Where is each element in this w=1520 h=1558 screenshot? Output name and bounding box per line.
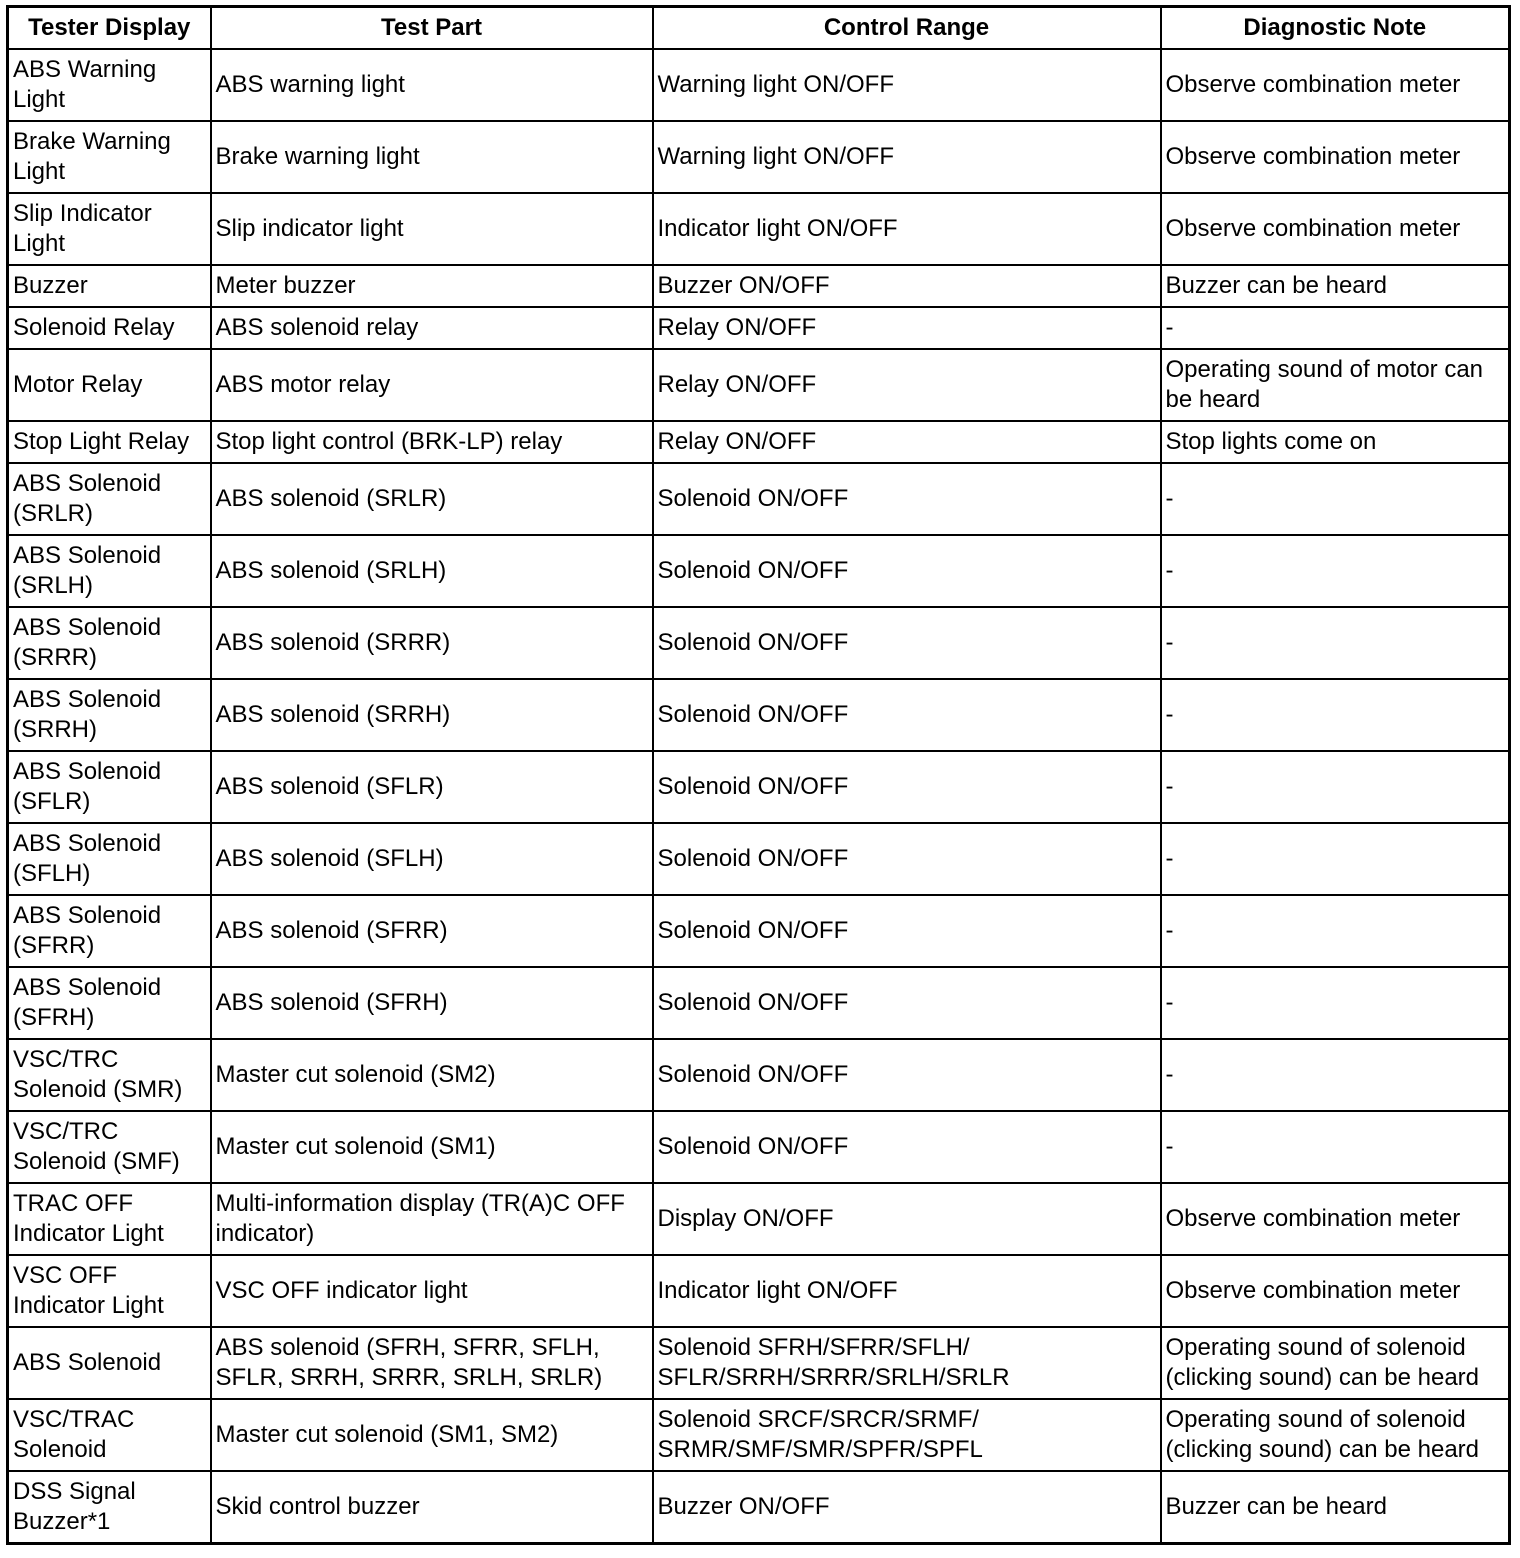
table-row — [8, 535, 1510, 607]
table-row — [8, 679, 1510, 751]
cell-tester-display: Motor Relay — [8, 349, 211, 421]
cell-control-range: Solenoid ON/OFF — [653, 535, 1161, 607]
cell-tester-display: Solenoid Relay — [8, 307, 211, 349]
table-row — [8, 751, 1510, 823]
table-row — [8, 967, 1510, 1039]
cell-diagnostic-note: - — [1161, 1039, 1510, 1111]
cell-test-part: ABS solenoid (SFRR) — [211, 895, 653, 967]
cell-diagnostic-note: - — [1161, 679, 1510, 751]
cell-diagnostic-note: Buzzer can be heard — [1161, 1471, 1510, 1544]
cell-test-part: ABS solenoid (SRRH) — [211, 679, 653, 751]
cell-diagnostic-note: Operating sound of solenoid (clicking sound) can be heard — [1161, 1327, 1510, 1399]
cell-control-range: Warning light ON/OFF — [653, 49, 1161, 121]
cell-diagnostic-note: - — [1161, 751, 1510, 823]
cell-test-part: ABS solenoid relay — [211, 307, 653, 349]
cell-diagnostic-note: Operating sound of motor can be heard — [1161, 349, 1510, 421]
cell-test-part: ABS solenoid (SFLR) — [211, 751, 653, 823]
table-row — [8, 193, 1510, 265]
table-row — [8, 463, 1510, 535]
cell-test-part: ABS solenoid (SRLR) — [211, 463, 653, 535]
table-row — [8, 49, 1510, 121]
cell-test-part: Brake warning light — [211, 121, 653, 193]
cell-control-range: Solenoid ON/OFF — [653, 823, 1161, 895]
cell-tester-display: ABS Solenoid (SRRH) — [8, 679, 211, 751]
cell-diagnostic-note: - — [1161, 463, 1510, 535]
cell-diagnostic-note: Operating sound of solenoid (clicking sound) can be heard — [1161, 1399, 1510, 1471]
table-row — [8, 1327, 1510, 1399]
cell-control-range: Solenoid ON/OFF — [653, 751, 1161, 823]
cell-control-range: Solenoid SFRH/SFRR/SFLH/ SFLR/SRRH/SRRR/SRLH/SRLR — [653, 1327, 1161, 1399]
cell-tester-display: VSC/TRAC Solenoid — [8, 1399, 211, 1471]
cell-test-part: ABS solenoid (SFRH) — [211, 967, 653, 1039]
cell-tester-display: VSC/TRC Solenoid (SMF) — [8, 1111, 211, 1183]
cell-control-range: Relay ON/OFF — [653, 307, 1161, 349]
cell-test-part: ABS warning light — [211, 49, 653, 121]
cell-tester-display: ABS Solenoid (SFLR) — [8, 751, 211, 823]
cell-test-part: Stop light control (BRK-LP) relay — [211, 421, 653, 463]
cell-diagnostic-note: Observe combination meter — [1161, 193, 1510, 265]
header-diagnostic-note: Diagnostic Note — [1161, 7, 1510, 50]
table-row — [8, 265, 1510, 307]
cell-control-range: Indicator light ON/OFF — [653, 1255, 1161, 1327]
cell-test-part: Multi-information display (TR(A)C OFF indicator) — [211, 1183, 653, 1255]
cell-test-part: ABS solenoid (SRRR) — [211, 607, 653, 679]
cell-control-range: Solenoid ON/OFF — [653, 967, 1161, 1039]
cell-tester-display: Stop Light Relay — [8, 421, 211, 463]
cell-diagnostic-note: Buzzer can be heard — [1161, 265, 1510, 307]
table-row — [8, 607, 1510, 679]
cell-test-part: ABS solenoid (SFRH, SFRR, SFLH, SFLR, SRRH, SRRR, SRLH, SRLR) — [211, 1327, 653, 1399]
cell-test-part: Master cut solenoid (SM1, SM2) — [211, 1399, 653, 1471]
table-row — [8, 1471, 1510, 1544]
table-row — [8, 121, 1510, 193]
cell-diagnostic-note: Stop lights come on — [1161, 421, 1510, 463]
cell-diagnostic-note: - — [1161, 967, 1510, 1039]
cell-tester-display: VSC/TRC Solenoid (SMR) — [8, 1039, 211, 1111]
active-test-table — [6, 5, 1511, 1545]
active-test-table-container — [6, 5, 1508, 1545]
cell-tester-display: TRAC OFF Indicator Light — [8, 1183, 211, 1255]
cell-tester-display: Slip Indicator Light — [8, 193, 211, 265]
table-row — [8, 421, 1510, 463]
table-row — [8, 1399, 1510, 1471]
cell-tester-display: ABS Solenoid (SRLH) — [8, 535, 211, 607]
cell-control-range: Solenoid SRCF/SRCR/SRMF/ SRMR/SMF/SMR/SPFR/SPFL — [653, 1399, 1161, 1471]
header-test-part: Test Part — [211, 7, 653, 50]
cell-diagnostic-note: - — [1161, 1111, 1510, 1183]
cell-tester-display: ABS Warning Light — [8, 49, 211, 121]
table-row — [8, 307, 1510, 349]
cell-tester-display: VSC OFF Indicator Light — [8, 1255, 211, 1327]
cell-test-part: VSC OFF indicator light — [211, 1255, 653, 1327]
cell-tester-display: Brake Warning Light — [8, 121, 211, 193]
header-control-range: Control Range — [653, 7, 1161, 50]
cell-tester-display: ABS Solenoid (SRLR) — [8, 463, 211, 535]
cell-tester-display: Buzzer — [8, 265, 211, 307]
cell-control-range: Display ON/OFF — [653, 1183, 1161, 1255]
cell-control-range: Relay ON/OFF — [653, 421, 1161, 463]
cell-tester-display: ABS Solenoid (SFRR) — [8, 895, 211, 967]
cell-diagnostic-note: - — [1161, 307, 1510, 349]
cell-diagnostic-note: - — [1161, 895, 1510, 967]
cell-diagnostic-note: - — [1161, 607, 1510, 679]
cell-control-range: Solenoid ON/OFF — [653, 679, 1161, 751]
cell-test-part: ABS solenoid (SFLH) — [211, 823, 653, 895]
cell-control-range: Buzzer ON/OFF — [653, 1471, 1161, 1544]
cell-diagnostic-note: Observe combination meter — [1161, 121, 1510, 193]
cell-test-part: ABS solenoid (SRLH) — [211, 535, 653, 607]
table-row — [8, 1183, 1510, 1255]
cell-tester-display: ABS Solenoid (SFLH) — [8, 823, 211, 895]
table-row — [8, 1255, 1510, 1327]
header-tester-display: Tester Display — [8, 7, 211, 50]
cell-control-range: Solenoid ON/OFF — [653, 1111, 1161, 1183]
cell-diagnostic-note: Observe combination meter — [1161, 49, 1510, 121]
cell-test-part: ABS motor relay — [211, 349, 653, 421]
cell-tester-display: DSS Signal Buzzer*1 — [8, 1471, 211, 1544]
cell-control-range: Solenoid ON/OFF — [653, 895, 1161, 967]
cell-diagnostic-note: Observe combination meter — [1161, 1183, 1510, 1255]
cell-tester-display: ABS Solenoid (SFRH) — [8, 967, 211, 1039]
cell-diagnostic-note: - — [1161, 535, 1510, 607]
cell-control-range: Warning light ON/OFF — [653, 121, 1161, 193]
cell-control-range: Buzzer ON/OFF — [653, 265, 1161, 307]
cell-diagnostic-note: Observe combination meter — [1161, 1255, 1510, 1327]
cell-control-range: Solenoid ON/OFF — [653, 607, 1161, 679]
cell-test-part: Master cut solenoid (SM2) — [211, 1039, 653, 1111]
table-row — [8, 1039, 1510, 1111]
cell-test-part: Slip indicator light — [211, 193, 653, 265]
table-row — [8, 349, 1510, 421]
table-row — [8, 895, 1510, 967]
table-row — [8, 823, 1510, 895]
header-row — [8, 7, 1510, 50]
cell-test-part: Skid control buzzer — [211, 1471, 653, 1544]
table-row — [8, 1111, 1510, 1183]
cell-control-range: Solenoid ON/OFF — [653, 463, 1161, 535]
cell-tester-display: ABS Solenoid — [8, 1327, 211, 1399]
cell-diagnostic-note: - — [1161, 823, 1510, 895]
cell-tester-display: ABS Solenoid (SRRR) — [8, 607, 211, 679]
cell-control-range: Solenoid ON/OFF — [653, 1039, 1161, 1111]
cell-test-part: Meter buzzer — [211, 265, 653, 307]
cell-control-range: Indicator light ON/OFF — [653, 193, 1161, 265]
cell-test-part: Master cut solenoid (SM1) — [211, 1111, 653, 1183]
cell-control-range: Relay ON/OFF — [653, 349, 1161, 421]
